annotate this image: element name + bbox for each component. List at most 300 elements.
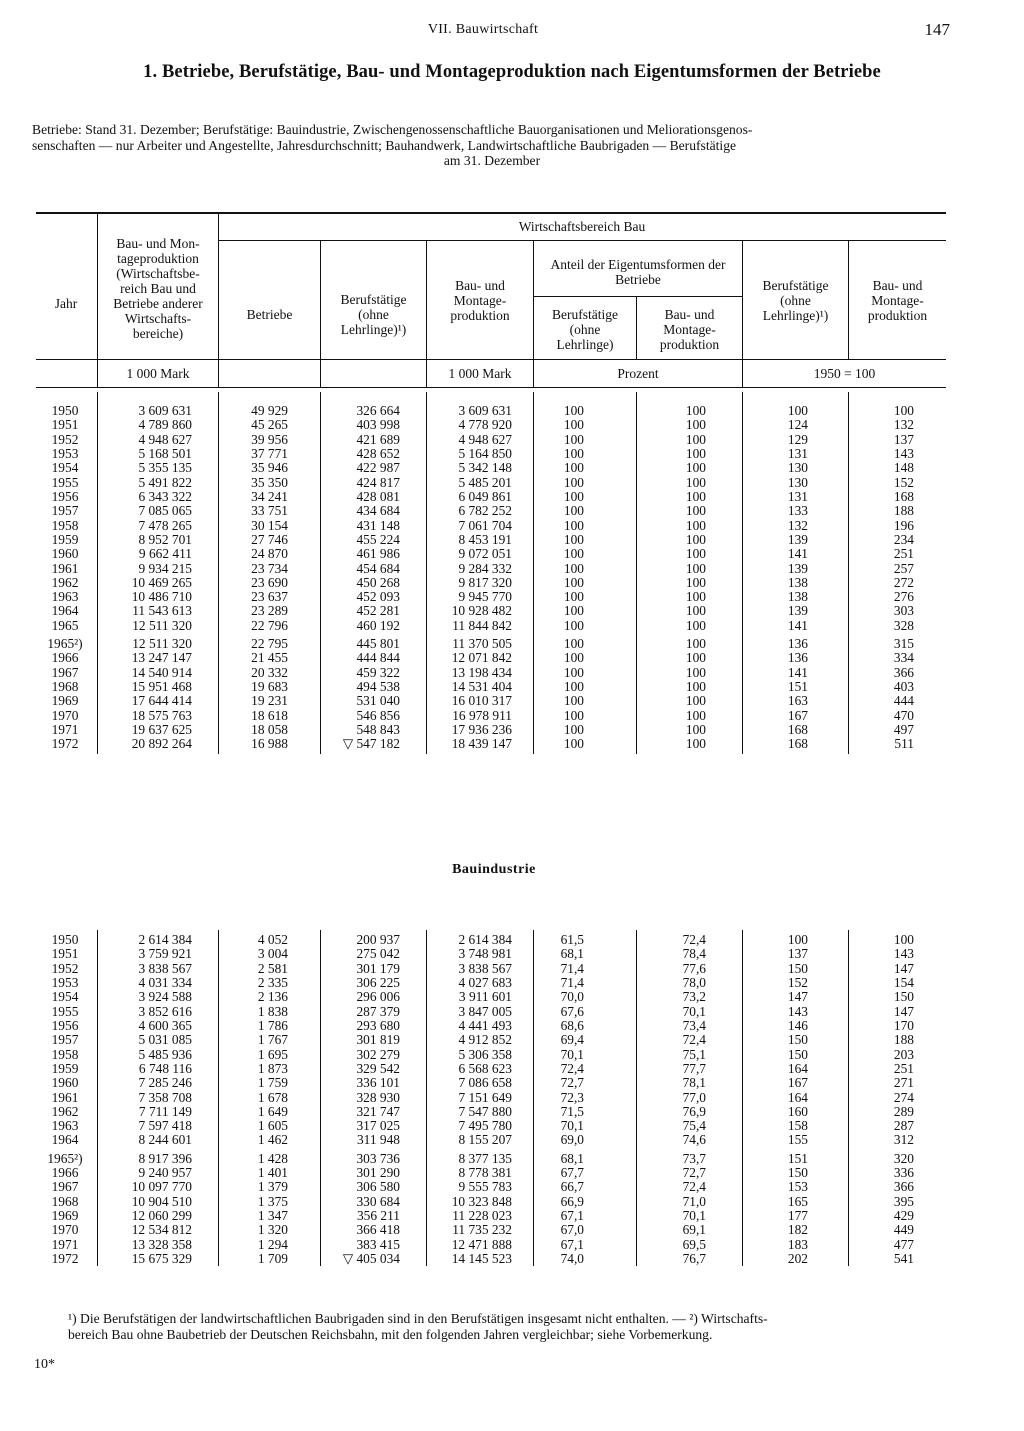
index-berufstaetige-cell: 167 [787,707,808,723]
index-bau-cell: 366 [893,1179,914,1195]
table-row [0,461,1024,475]
index-berufstaetige-cell: 136 [787,650,808,666]
bau-montage-cell: 6 049 861 [458,488,512,504]
betriebe-cell: 1 649 [257,1103,288,1119]
year-cell: 1951 [51,417,79,433]
berufstaetige-cell: 445 801 [356,636,400,652]
total-production-cell: 13 328 358 [131,1236,192,1252]
anteil-berufstaetige-cell: 74,0 [560,1251,584,1267]
berufstaetige-cell: 301 179 [356,960,400,976]
berufstaetige-cell: 548 843 [356,722,400,738]
bau-montage-cell: 12 471 888 [451,1236,512,1252]
total-production-cell: 9 662 411 [138,546,192,562]
table-row [0,709,1024,723]
index-berufstaetige-cell: 183 [787,1236,808,1252]
betriebe-cell: 27 746 [251,531,288,547]
table-row [0,604,1024,618]
table-row [0,694,1024,708]
index-berufstaetige-cell: 131 [787,488,808,504]
index-bau-cell: 143 [893,445,914,461]
index-berufstaetige-cell: 152 [787,974,808,990]
index-berufstaetige-cell: 150 [787,1046,808,1062]
bau-montage-cell: 4 027 683 [458,974,512,990]
col-header-bau-montage: Bau- und Montage- produktion [450,278,510,323]
betriebe-cell: 30 154 [251,517,288,533]
anteil-berufstaetige-cell: 100 [563,617,584,633]
table-row [0,947,1024,961]
anteil-bau-cell: 100 [685,736,706,752]
sub-group-header-anteil: Anteil der Eigentumsformen der Betriebe [550,257,726,287]
index-berufstaetige-cell: 151 [787,679,808,695]
intro-line: senschaften — nur Arbeiter und Angestellte, Jahresdurchschnitt; Bauhandwerk, Landwirtschaftliche Baubrigaden — Berufstätige [32,137,737,153]
anteil-berufstaetige-cell: 67,1 [560,1236,584,1252]
year-cell: 1972 [51,736,79,752]
table-row [0,1105,1024,1119]
bau-montage-cell: 10 928 482 [451,603,512,619]
table-row [0,1119,1024,1133]
index-bau-cell: 395 [893,1193,914,1209]
index-bau-cell: 336 [893,1165,914,1181]
berufstaetige-cell: 336 101 [356,1075,400,1091]
table-row [0,1252,1024,1266]
berufstaetige-cell: 306 580 [356,1179,400,1195]
betriebe-cell: 1 759 [257,1075,288,1091]
betriebe-cell: 37 771 [251,445,288,461]
betriebe-cell: 23 690 [251,574,288,590]
anteil-bau-cell: 76,9 [682,1103,706,1119]
index-bau-cell: 328 [893,617,914,633]
anteil-bau-cell: 76,7 [682,1251,706,1267]
total-production-cell: 12 511 320 [132,636,192,652]
table-row [0,1166,1024,1180]
index-berufstaetige-cell: 164 [787,1060,808,1076]
berufstaetige-cell: 454 684 [356,560,400,576]
index-berufstaetige-cell: 132 [787,517,808,533]
betriebe-cell: 19 231 [251,693,288,709]
anteil-berufstaetige-cell: 100 [563,650,584,666]
anteil-bau-cell: 100 [685,664,706,680]
table-row [0,651,1024,665]
berufstaetige-cell: 428 652 [356,445,400,461]
anteil-berufstaetige-cell: 70,0 [560,989,584,1005]
index-bau-cell: 511 [894,736,914,752]
table-row [0,1005,1024,1019]
index-bau-cell: 203 [893,1046,914,1062]
anteil-bau-cell: 100 [685,488,706,504]
anteil-berufstaetige-cell: 100 [563,546,584,562]
total-production-cell: 4 031 334 [138,974,192,990]
anteil-bau-cell: 100 [685,636,706,652]
anteil-bau-cell: 71,0 [682,1193,706,1209]
anteil-berufstaetige-cell: 100 [563,589,584,605]
year-cell: 1967 [51,1179,79,1195]
total-production-cell: 4 789 860 [138,417,192,433]
table-row [0,1223,1024,1237]
index-bau-cell: 147 [893,1003,914,1019]
index-berufstaetige-cell: 100 [787,932,808,947]
col-header-year: Jahr [54,296,78,311]
berufstaetige-cell: 200 937 [356,932,400,947]
table-row [0,519,1024,533]
anteil-berufstaetige-cell: 100 [563,474,584,490]
year-cell: 1971 [51,1236,79,1252]
index-berufstaetige-cell: 182 [787,1222,808,1238]
betriebe-cell: 24 870 [251,546,288,562]
unit-label-prozent: Prozent [617,366,659,381]
bau-montage-cell: 9 284 332 [458,560,512,576]
berufstaetige-cell: 330 684 [356,1193,400,1209]
anteil-berufstaetige-cell: 67,6 [560,1003,584,1019]
betriebe-cell: 18 618 [251,707,288,723]
anteil-bau-cell: 100 [685,445,706,461]
bau-montage-cell: 8 377 135 [458,1150,512,1166]
year-cell: 1950 [51,932,79,947]
index-berufstaetige-cell: 150 [787,960,808,976]
year-cell: 1955 [51,474,79,490]
year-cell: 1960 [51,1075,79,1091]
index-berufstaetige-cell: 202 [787,1251,808,1267]
bau-montage-cell: 8 453 191 [458,531,512,547]
total-production-cell: 3 924 588 [138,989,192,1005]
anteil-berufstaetige-cell: 68,6 [560,1017,584,1033]
year-cell: 1953 [51,974,79,990]
table-row [0,1062,1024,1076]
betriebe-cell: 20 332 [251,664,288,680]
bau-montage-cell: 7 061 704 [458,517,512,533]
year-cell: 1954 [51,460,79,476]
total-production-cell: 10 904 510 [131,1193,192,1209]
berufstaetige-cell: 452 093 [356,589,400,605]
berufstaetige-cell: 421 689 [356,431,400,447]
total-production-cell: 15 951 468 [131,679,192,695]
total-production-cell: 7 285 246 [138,1075,192,1091]
anteil-bau-cell: 78,4 [682,946,706,962]
bau-montage-cell: 11 370 505 [452,636,512,652]
betriebe-cell: 1 428 [257,1150,288,1166]
anteil-berufstaetige-cell: 69,4 [560,1032,584,1048]
total-production-cell: 12 511 320 [132,617,192,633]
anteil-berufstaetige-cell: 100 [563,560,584,576]
anteil-bau-cell: 100 [685,431,706,447]
berufstaetige-cell: 444 844 [356,650,400,666]
anteil-berufstaetige-cell: 100 [563,445,584,461]
col-header-anteil-bau: Bau- und Montage- produktion [659,307,720,352]
anteil-bau-cell: 100 [685,617,706,633]
bau-montage-cell: 4 778 920 [458,417,512,433]
year-cell: 1969 [51,1208,79,1224]
total-production-cell: 3 759 921 [138,946,192,962]
bau-montage-cell: 5 342 148 [458,460,512,476]
berufstaetige-cell: ▽ 405 034 [342,1251,400,1267]
index-berufstaetige-cell: 130 [787,460,808,476]
index-bau-cell: 188 [893,1032,914,1048]
anteil-berufstaetige-cell: 72,7 [560,1075,584,1091]
anteil-bau-cell: 73,4 [682,1017,706,1033]
year-cell: 1965²) [47,1150,83,1166]
total-production-cell: 4 600 365 [138,1017,192,1033]
table-row [0,619,1024,633]
berufstaetige-cell: 356 211 [356,1208,400,1224]
anteil-berufstaetige-cell: 100 [563,603,584,619]
berufstaetige-cell: 450 268 [356,574,400,590]
anteil-berufstaetige-cell: 71,5 [560,1103,584,1119]
unit-row-rule [36,359,946,360]
anteil-bau-cell: 100 [685,693,706,709]
bau-montage-cell: 6 782 252 [458,503,512,519]
group-header-rule [218,240,946,241]
table-row [0,562,1024,576]
total-production-cell: 3 852 616 [138,1003,192,1019]
anteil-bau-cell: 100 [685,679,706,695]
total-production-cell: 8 917 396 [138,1150,192,1166]
berufstaetige-cell: 460 192 [356,617,400,633]
anteil-bau-cell: 77,0 [682,1089,706,1105]
bau-montage-cell: 8 778 381 [458,1165,512,1181]
anteil-bau-cell: 78,0 [682,974,706,990]
index-berufstaetige-cell: 168 [787,736,808,752]
berufstaetige-cell: 301 819 [356,1032,400,1048]
col-header-berufstaetige: Berufstätige (ohne Lehrlinge)¹) [340,292,407,337]
total-production-cell: 7 358 708 [138,1089,192,1105]
intro-line: am 31. Dezember [443,153,541,168]
berufstaetige-cell: ▽ 547 182 [342,736,400,752]
total-production-cell: 18 575 763 [131,707,192,723]
table-row [0,933,1024,947]
year-cell: 1958 [51,1046,79,1062]
total-production-cell: 5 485 936 [138,1046,192,1062]
year-cell: 1955 [51,1003,79,1019]
index-bau-cell: 196 [893,517,914,533]
anteil-bau-cell: 72,7 [682,1165,706,1181]
anteil-bau-cell: 69,5 [682,1236,706,1252]
betriebe-cell: 1 605 [257,1118,288,1134]
index-bau-cell: 154 [893,974,914,990]
total-production-cell: 12 060 299 [131,1208,192,1224]
unit-label-index: 1950 = 100 [813,366,876,381]
berufstaetige-cell: 424 817 [356,474,400,490]
berufstaetige-cell: 434 684 [356,503,400,519]
berufstaetige-cell: 296 006 [356,989,400,1005]
index-berufstaetige-cell: 164 [787,1089,808,1105]
col-header-anteil-berufstaetige: Berufstätige (ohne Lehrlinge) [552,307,618,352]
index-berufstaetige-cell: 168 [787,722,808,738]
bau-montage-cell: 10 323 848 [451,1193,512,1209]
table-row [0,1238,1024,1252]
total-production-cell: 9 934 215 [138,560,192,576]
bau-montage-cell: 7 086 658 [458,1075,512,1091]
anteil-bau-cell: 70,1 [682,1208,706,1224]
betriebe-cell: 1 786 [257,1017,288,1033]
index-bau-cell: 168 [893,488,914,504]
berufstaetige-cell: 303 736 [356,1150,400,1166]
anteil-bau-cell: 100 [685,722,706,738]
index-bau-cell: 477 [893,1236,914,1252]
col-header-total: Bau- und Mon- tageproduktion (Wirtschaftsbe- reich Bau und Betriebe anderer Wirtschafts- bereiche) [113,236,203,341]
index-berufstaetige-cell: 130 [787,474,808,490]
year-cell: 1958 [51,517,79,533]
sheet-mark: 10* [34,1357,55,1372]
index-berufstaetige-cell: 137 [787,946,808,962]
anteil-berufstaetige-cell: 70,1 [560,1046,584,1062]
index-bau-cell: 147 [893,960,914,976]
year-cell: 1951 [51,946,79,962]
berufstaetige-cell: 452 281 [356,603,400,619]
index-bau-cell: 152 [893,474,914,490]
betriebe-cell: 18 058 [251,722,288,738]
betriebe-cell: 39 956 [251,431,288,447]
total-production-cell: 19 637 625 [131,722,192,738]
total-production-cell: 5 168 501 [138,445,192,461]
total-production-cell: 7 711 149 [138,1103,192,1119]
bau-montage-cell: 3 911 601 [458,989,512,1005]
year-cell: 1959 [51,531,79,547]
index-bau-cell: 170 [893,1017,914,1033]
table-top-rule [36,212,946,214]
index-berufstaetige-cell: 138 [787,589,808,605]
table-row [0,418,1024,432]
unit-label-bau: 1 000 Mark [448,366,512,381]
year-cell: 1970 [51,1222,79,1238]
anteil-berufstaetige-cell: 100 [563,517,584,533]
betriebe-cell: 23 734 [251,560,288,576]
year-cell: 1952 [51,960,79,976]
anteil-bau-cell: 100 [685,517,706,533]
table-row [0,1048,1024,1062]
col-header-betriebe: Betriebe [246,307,293,322]
anteil-header-rule [534,296,742,297]
betriebe-cell: 23 637 [251,589,288,605]
index-berufstaetige-cell: 153 [787,1179,808,1195]
index-berufstaetige-cell: 139 [787,531,808,547]
anteil-berufstaetige-cell: 70,1 [560,1118,584,1134]
table-row [0,637,1024,651]
year-cell: 1962 [51,1103,79,1119]
bau-montage-cell: 17 936 236 [451,722,512,738]
total-production-cell: 11 543 613 [132,603,192,619]
betriebe-cell: 35 350 [251,474,288,490]
year-cell: 1967 [51,664,79,680]
anteil-bau-cell: 75,1 [682,1046,706,1062]
berufstaetige-cell: 301 290 [356,1165,400,1181]
anteil-berufstaetige-cell: 67,7 [560,1165,584,1181]
table-row [0,737,1024,751]
anteil-bau-cell: 100 [685,650,706,666]
index-bau-cell: 289 [893,1103,914,1119]
betriebe-cell: 1 347 [257,1208,288,1224]
year-cell: 1965 [51,617,79,633]
berufstaetige-cell: 383 415 [356,1236,400,1252]
year-cell: 1963 [51,1118,79,1134]
index-berufstaetige-cell: 136 [787,636,808,652]
bau-montage-cell: 18 439 147 [451,736,512,752]
index-bau-cell: 188 [893,503,914,519]
betriebe-cell: 2 335 [257,974,288,990]
anteil-bau-cell: 77,7 [682,1060,706,1076]
berufstaetige-cell: 326 664 [356,403,400,418]
betriebe-cell: 1 375 [257,1193,288,1209]
index-bau-cell: 274 [893,1089,914,1105]
total-production-cell: 7 597 418 [138,1118,192,1134]
page-title: 1. Betriebe, Berufstätige, Bau- und Montageproduktion nach Eigentumsformen der Betriebe [143,62,881,82]
index-berufstaetige-cell: 100 [787,403,808,418]
anteil-bau-cell: 78,1 [682,1075,706,1091]
table-row [0,976,1024,990]
anteil-berufstaetige-cell: 100 [563,488,584,504]
bau-montage-cell: 5 306 358 [458,1046,512,1062]
year-cell: 1956 [51,1017,79,1033]
year-cell: 1970 [51,707,79,723]
betriebe-cell: 1 294 [257,1236,288,1252]
total-production-cell: 20 892 264 [131,736,192,752]
betriebe-cell: 34 241 [251,488,288,504]
total-production-cell: 2 614 384 [138,932,192,947]
year-cell: 1959 [51,1060,79,1076]
bau-montage-cell: 4 441 493 [458,1017,512,1033]
berufstaetige-cell: 321 747 [356,1103,400,1119]
year-cell: 1953 [51,445,79,461]
index-berufstaetige-cell: 141 [787,546,808,562]
anteil-bau-cell: 77,6 [682,960,706,976]
index-bau-cell: 143 [893,946,914,962]
bau-montage-cell: 13 198 434 [451,664,512,680]
intro-line: Betriebe: Stand 31. Dezember; Berufstätige: Bauindustrie, Zwischengenossenschaftliche Bauorganisationen und Meliorationsgenos- [32,122,753,137]
index-bau-cell: 366 [893,664,914,680]
anteil-berufstaetige-cell: 100 [563,722,584,738]
berufstaetige-cell: 311 948 [356,1132,400,1148]
anteil-berufstaetige-cell: 68,1 [560,1150,584,1166]
section-title-bauindustrie: Bauindustrie [452,862,536,877]
table-row [0,590,1024,604]
index-berufstaetige-cell: 147 [787,989,808,1005]
bau-montage-cell: 5 164 850 [458,445,512,461]
anteil-berufstaetige-cell: 68,1 [560,946,584,962]
berufstaetige-cell: 306 225 [356,974,400,990]
bau-montage-cell: 14 145 523 [451,1251,512,1267]
table-row [0,504,1024,518]
anteil-bau-cell: 100 [685,417,706,433]
anteil-berufstaetige-cell: 71,4 [560,960,584,976]
total-production-cell: 8 244 601 [138,1132,192,1148]
anteil-bau-cell: 100 [685,603,706,619]
index-bau-cell: 315 [893,636,914,652]
year-cell: 1954 [51,989,79,1005]
anteil-bau-cell: 100 [685,560,706,576]
index-bau-cell: 257 [893,560,914,576]
year-cell: 1961 [51,1089,79,1105]
anteil-berufstaetige-cell: 66,9 [560,1193,584,1209]
column-rule [218,214,219,388]
total-production-cell: 10 486 710 [131,589,192,605]
footnote-line: bereich Bau ohne Baubetrieb der Deutschen Reichsbahn, mit den folgenden Jahren vergleichbar; siehe Vorbemerkung. [68,1327,713,1342]
bau-montage-cell: 5 485 201 [458,474,512,490]
year-cell: 1969 [51,693,79,709]
berufstaetige-cell: 287 379 [356,1003,400,1019]
anteil-bau-cell: 100 [685,474,706,490]
footnote-line: ¹) Die Berufstätigen der landwirtschaftlichen Baubrigaden sind in den Berufstätigen insgesamt nicht enthalten. — ²) Wirtschafts- [68,1311,768,1326]
year-cell: 1961 [51,560,79,576]
anteil-berufstaetige-cell: 72,3 [560,1089,584,1105]
anteil-berufstaetige-cell: 100 [563,431,584,447]
year-cell: 1966 [51,1165,79,1181]
table-row [0,433,1024,447]
anteil-bau-cell: 72,4 [682,1032,706,1048]
betriebe-cell: 1 695 [257,1046,288,1062]
betriebe-cell: 21 455 [251,650,288,666]
table-row [0,1180,1024,1194]
bau-montage-cell: 4 948 627 [458,431,512,447]
index-berufstaetige-cell: 146 [787,1017,808,1033]
betriebe-cell: 35 946 [251,460,288,476]
